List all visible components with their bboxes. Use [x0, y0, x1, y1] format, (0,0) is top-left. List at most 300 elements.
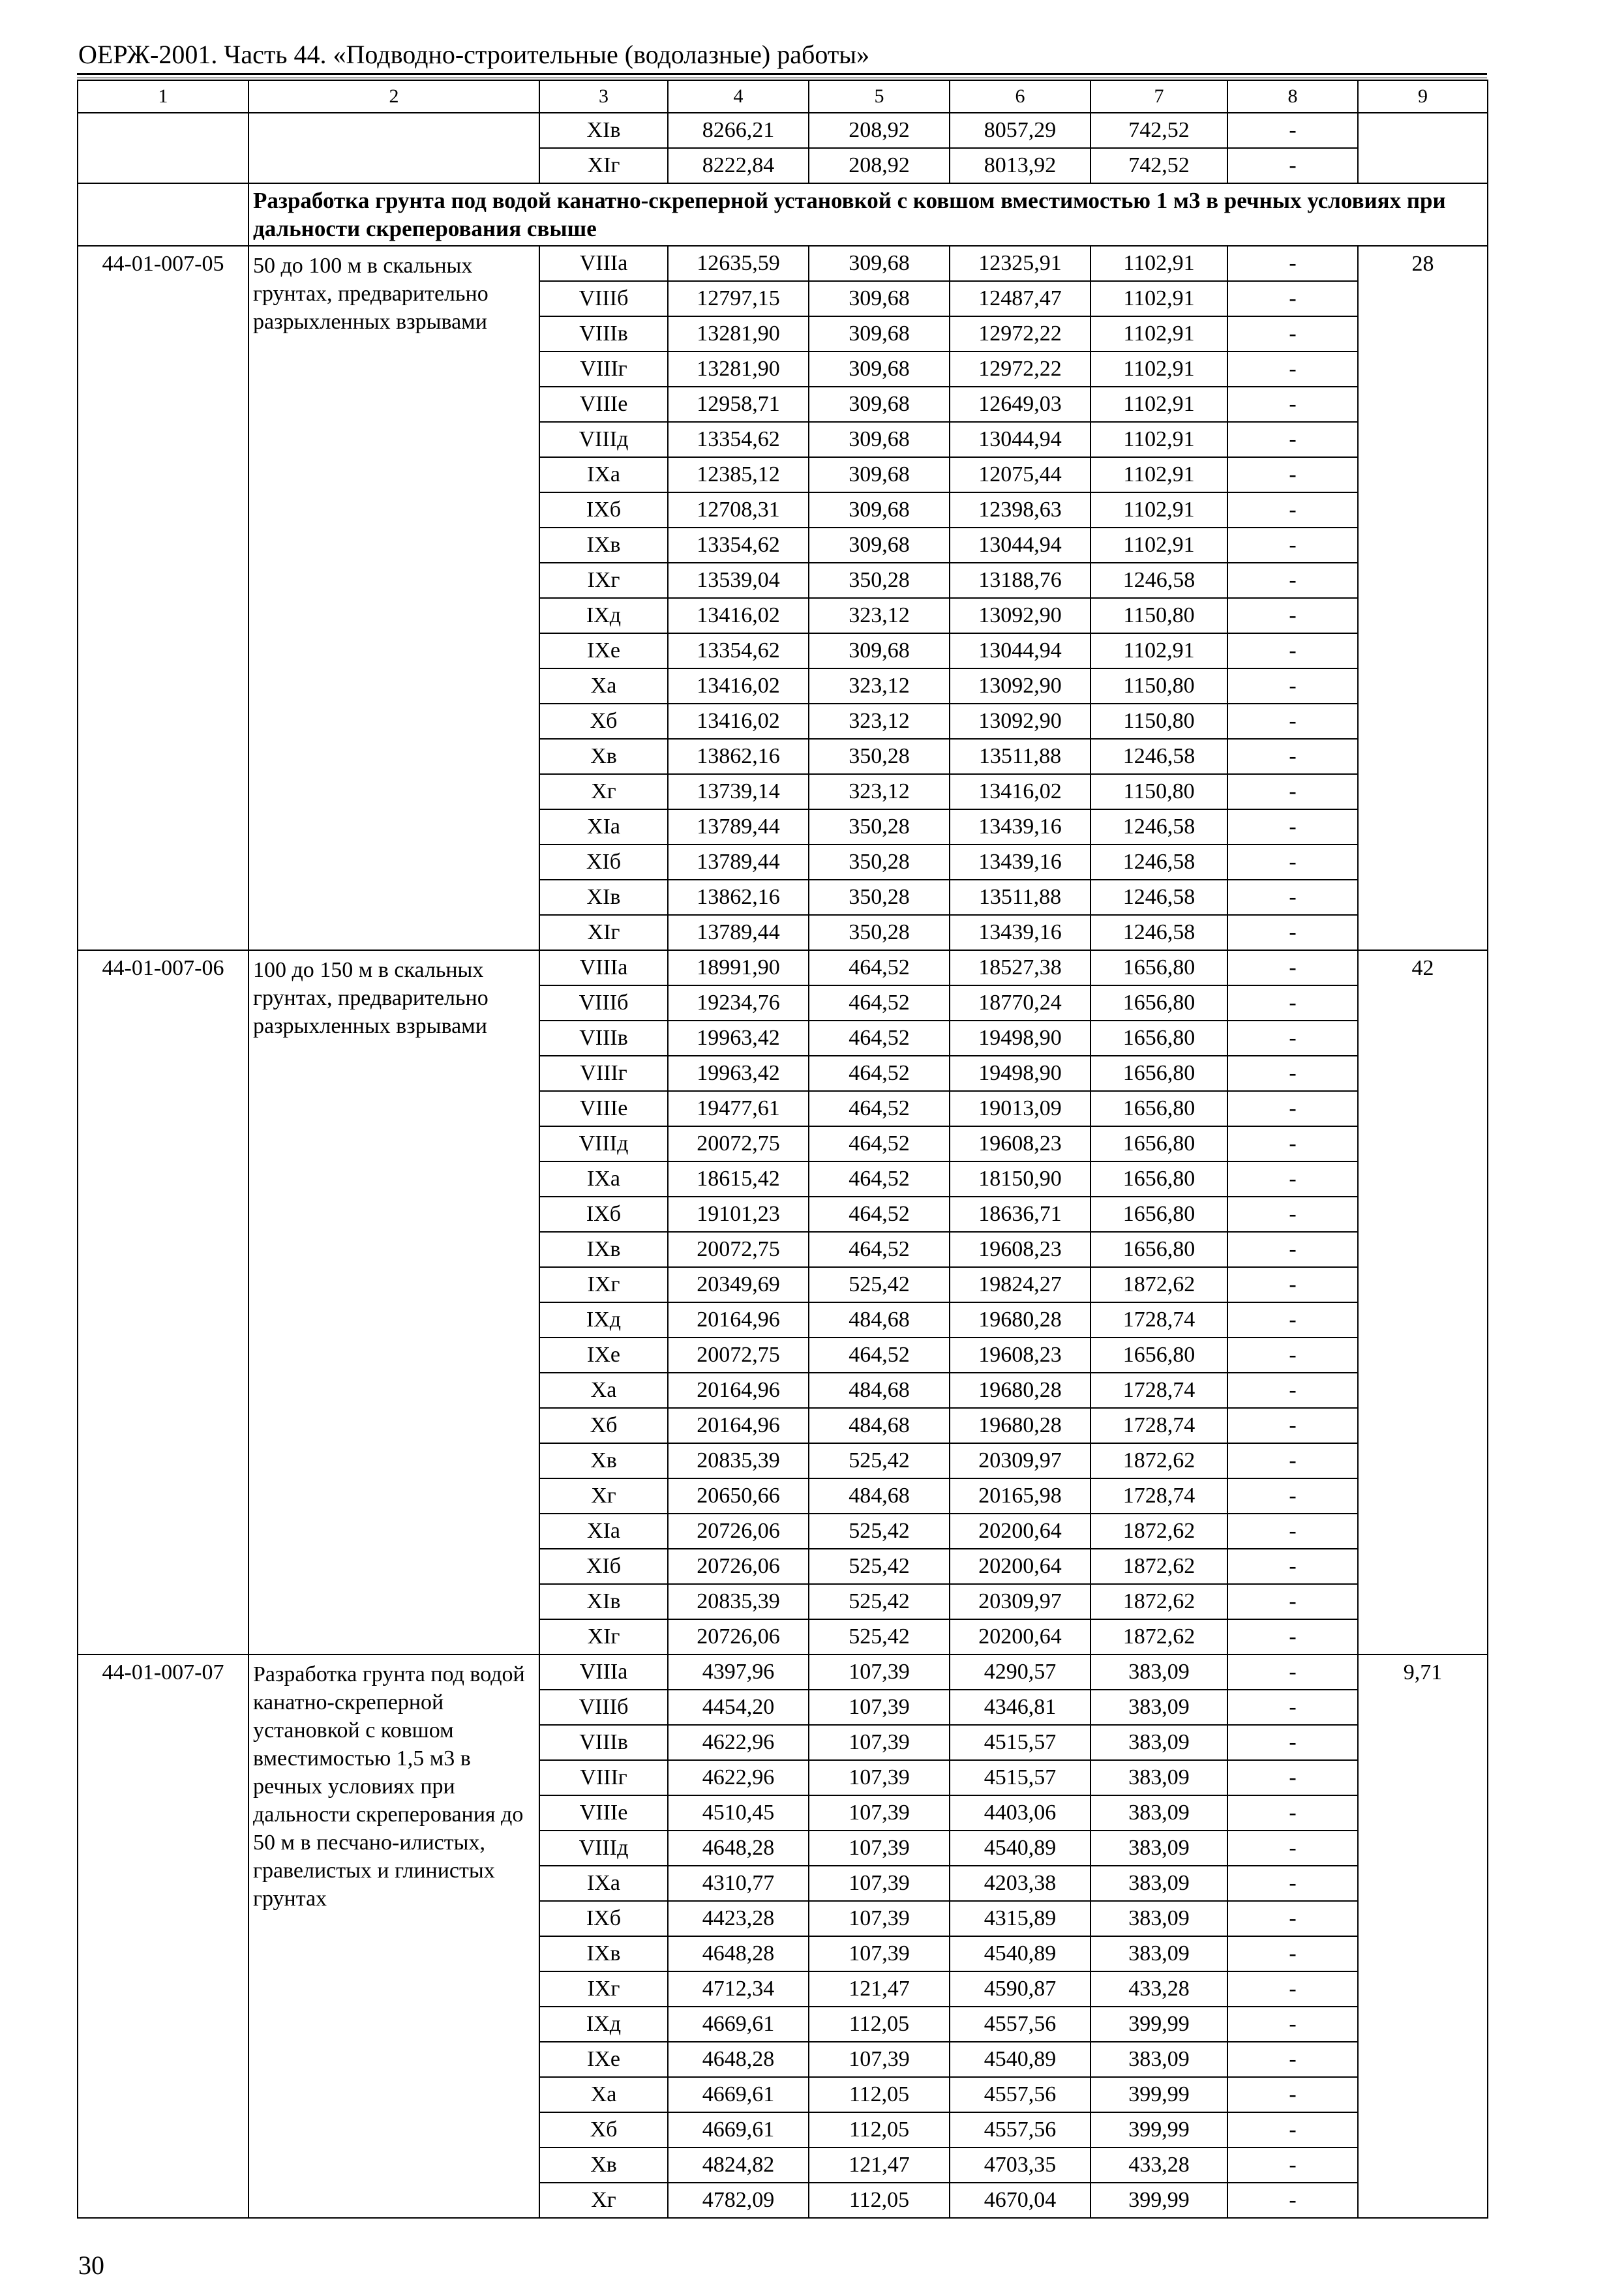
- value-cell: 464,52: [809, 1056, 950, 1091]
- value-cell: -: [1227, 1267, 1358, 1302]
- value-cell: 1728,74: [1090, 1373, 1227, 1408]
- value-cell: IXг: [539, 563, 668, 598]
- value-cell: IXд: [539, 2007, 668, 2042]
- value-cell: 4346,81: [950, 1690, 1090, 1725]
- value-cell: 525,42: [809, 1267, 950, 1302]
- value-cell: 13416,02: [668, 704, 809, 739]
- value-cell: 4203,38: [950, 1866, 1090, 1901]
- value-cell: 107,39: [809, 1866, 950, 1901]
- value-cell: IXб: [539, 1197, 668, 1232]
- value-cell: 13281,90: [668, 352, 809, 387]
- value-cell: 19963,42: [668, 1021, 809, 1056]
- value-cell: -: [1227, 1866, 1358, 1901]
- value-cell: 1102,91: [1090, 281, 1227, 316]
- value-cell: -: [1227, 1795, 1358, 1831]
- value-cell: -: [1227, 1514, 1358, 1549]
- value-cell: 12972,22: [950, 352, 1090, 387]
- value-cell: -: [1227, 316, 1358, 352]
- description-cell: 50 до 100 м в скальных грунтах, предварительно разрыхленных взрывами: [248, 246, 539, 950]
- value-cell: 13188,76: [950, 563, 1090, 598]
- value-cell: -: [1227, 1619, 1358, 1654]
- value-cell: 107,39: [809, 2042, 950, 2077]
- value-cell: 1656,80: [1090, 1126, 1227, 1161]
- value-cell: 121,47: [809, 2147, 950, 2183]
- value-cell: 19680,28: [950, 1373, 1090, 1408]
- value-cell: 13092,90: [950, 704, 1090, 739]
- column-number: 5: [809, 80, 950, 113]
- value-cell: 13862,16: [668, 880, 809, 915]
- value-cell: 13789,44: [668, 915, 809, 950]
- value-cell: 1656,80: [1090, 1197, 1227, 1232]
- value-cell: 18636,71: [950, 1197, 1090, 1232]
- value-cell: 8057,29: [950, 113, 1090, 148]
- value-cell: Xа: [539, 2077, 668, 2112]
- value-cell: 13416,02: [668, 598, 809, 633]
- code-cell: 44-01-007-05: [78, 246, 248, 950]
- value-cell: 1246,58: [1090, 915, 1227, 950]
- value-cell: -: [1227, 387, 1358, 422]
- value-cell: VIIIе: [539, 1091, 668, 1126]
- value-cell: -: [1227, 1408, 1358, 1443]
- value-cell: IXб: [539, 492, 668, 528]
- value-cell: VIIIд: [539, 1831, 668, 1866]
- value-cell: 309,68: [809, 246, 950, 281]
- value-cell: -: [1227, 1443, 1358, 1478]
- value-cell: VIIIг: [539, 1056, 668, 1091]
- value-cell: 4669,61: [668, 2077, 809, 2112]
- value-cell: 350,28: [809, 845, 950, 880]
- col9-cell: 28: [1358, 246, 1488, 950]
- value-cell: 309,68: [809, 316, 950, 352]
- value-cell: -: [1227, 457, 1358, 492]
- value-cell: VIIIд: [539, 1126, 668, 1161]
- value-cell: 1246,58: [1090, 880, 1227, 915]
- value-cell: 112,05: [809, 2183, 950, 2218]
- value-cell: 4648,28: [668, 1936, 809, 1971]
- value-cell: VIIIб: [539, 1690, 668, 1725]
- estimate-table: [77, 80, 1488, 2219]
- value-cell: 4515,57: [950, 1760, 1090, 1795]
- value-cell: 8222,84: [668, 148, 809, 183]
- column-number-row: [78, 80, 1488, 113]
- value-cell: 309,68: [809, 387, 950, 422]
- value-cell: 323,12: [809, 704, 950, 739]
- value-cell: -: [1227, 1936, 1358, 1971]
- value-cell: IXд: [539, 1302, 668, 1338]
- value-cell: 323,12: [809, 668, 950, 704]
- value-cell: -: [1227, 809, 1358, 845]
- value-cell: 19234,76: [668, 985, 809, 1021]
- value-cell: 8266,21: [668, 113, 809, 148]
- value-cell: Xб: [539, 704, 668, 739]
- value-cell: 1728,74: [1090, 1478, 1227, 1514]
- value-cell: -: [1227, 845, 1358, 880]
- value-cell: 19013,09: [950, 1091, 1090, 1126]
- value-cell: IXе: [539, 1338, 668, 1373]
- value-cell: 484,68: [809, 1373, 950, 1408]
- value-cell: 4648,28: [668, 1831, 809, 1866]
- value-cell: 464,52: [809, 1232, 950, 1267]
- value-cell: 4670,04: [950, 2183, 1090, 2218]
- value-cell: 12385,12: [668, 457, 809, 492]
- value-cell: 13044,94: [950, 422, 1090, 457]
- value-cell: IXг: [539, 1971, 668, 2007]
- value-cell: 399,99: [1090, 2007, 1227, 2042]
- value-cell: 112,05: [809, 2007, 950, 2042]
- table-row: [78, 113, 1488, 148]
- value-cell: 13439,16: [950, 915, 1090, 950]
- value-cell: 20164,96: [668, 1408, 809, 1443]
- value-cell: Xг: [539, 1478, 668, 1514]
- value-cell: 12487,47: [950, 281, 1090, 316]
- value-cell: VIIIе: [539, 1795, 668, 1831]
- value-cell: 309,68: [809, 281, 950, 316]
- value-cell: -: [1227, 422, 1358, 457]
- value-cell: 1728,74: [1090, 1408, 1227, 1443]
- value-cell: -: [1227, 985, 1358, 1021]
- description-cell: Разработка грунта под водой канатно-скреперной установкой с ковшом вместимостью 1,5 м3 в речных условиях при дальности скреперования до 50 м в песчано-илистых, гравелистых и глинистых грунтах: [248, 1654, 539, 2218]
- value-cell: -: [1227, 950, 1358, 985]
- description-cell: [248, 113, 539, 183]
- value-cell: 19101,23: [668, 1197, 809, 1232]
- value-cell: 18991,90: [668, 950, 809, 985]
- value-cell: 13092,90: [950, 668, 1090, 704]
- value-cell: 20309,97: [950, 1584, 1090, 1619]
- value-cell: 19680,28: [950, 1408, 1090, 1443]
- code-cell: 44-01-007-06: [78, 950, 248, 1654]
- value-cell: 19608,23: [950, 1126, 1090, 1161]
- value-cell: -: [1227, 2042, 1358, 2077]
- value-cell: 18527,38: [950, 950, 1090, 985]
- value-cell: 4540,89: [950, 1831, 1090, 1866]
- value-cell: VIIIа: [539, 1654, 668, 1690]
- value-cell: -: [1227, 1478, 1358, 1514]
- value-cell: 4315,89: [950, 1901, 1090, 1936]
- value-cell: 484,68: [809, 1302, 950, 1338]
- value-cell: 19824,27: [950, 1267, 1090, 1302]
- value-cell: 4540,89: [950, 1936, 1090, 1971]
- code-cell: [78, 113, 248, 183]
- value-cell: 4510,45: [668, 1795, 809, 1831]
- value-cell: 208,92: [809, 113, 950, 148]
- value-cell: -: [1227, 739, 1358, 774]
- value-cell: 1656,80: [1090, 1021, 1227, 1056]
- value-cell: -: [1227, 915, 1358, 950]
- value-cell: VIIIа: [539, 950, 668, 985]
- value-cell: 1656,80: [1090, 1091, 1227, 1126]
- value-cell: 18615,42: [668, 1161, 809, 1197]
- value-cell: 4403,06: [950, 1795, 1090, 1831]
- value-cell: -: [1227, 281, 1358, 316]
- value-cell: 20835,39: [668, 1584, 809, 1619]
- value-cell: 19498,90: [950, 1021, 1090, 1056]
- value-cell: 525,42: [809, 1514, 950, 1549]
- value-cell: 13354,62: [668, 422, 809, 457]
- value-cell: XIг: [539, 1619, 668, 1654]
- value-cell: 107,39: [809, 1654, 950, 1690]
- value-cell: 20650,66: [668, 1478, 809, 1514]
- value-cell: 12325,91: [950, 246, 1090, 281]
- value-cell: 4782,09: [668, 2183, 809, 2218]
- value-cell: 350,28: [809, 809, 950, 845]
- value-cell: 20200,64: [950, 1549, 1090, 1584]
- value-cell: 1656,80: [1090, 985, 1227, 1021]
- value-cell: 13416,02: [668, 668, 809, 704]
- value-cell: 1872,62: [1090, 1443, 1227, 1478]
- value-cell: 484,68: [809, 1478, 950, 1514]
- value-cell: 433,28: [1090, 2147, 1227, 2183]
- value-cell: 464,52: [809, 985, 950, 1021]
- value-cell: -: [1227, 1091, 1358, 1126]
- col9-cell: 9,71: [1358, 1654, 1488, 2218]
- column-number: 4: [668, 80, 809, 113]
- value-cell: Xв: [539, 739, 668, 774]
- value-cell: VIIIв: [539, 316, 668, 352]
- value-cell: 1728,74: [1090, 1302, 1227, 1338]
- value-cell: VIIIа: [539, 246, 668, 281]
- value-cell: 112,05: [809, 2077, 950, 2112]
- value-cell: 383,09: [1090, 1866, 1227, 1901]
- value-cell: 525,42: [809, 1443, 950, 1478]
- value-cell: 19608,23: [950, 1232, 1090, 1267]
- value-cell: 19477,61: [668, 1091, 809, 1126]
- value-cell: 525,42: [809, 1619, 950, 1654]
- value-cell: 1102,91: [1090, 316, 1227, 352]
- table-row: [78, 950, 1488, 985]
- value-cell: 13044,94: [950, 528, 1090, 563]
- value-cell: 121,47: [809, 1971, 950, 2007]
- value-cell: -: [1227, 492, 1358, 528]
- value-cell: 1150,80: [1090, 774, 1227, 809]
- value-cell: 464,52: [809, 1161, 950, 1197]
- value-cell: 323,12: [809, 598, 950, 633]
- value-cell: 20309,97: [950, 1443, 1090, 1478]
- value-cell: -: [1227, 1056, 1358, 1091]
- value-cell: 8013,92: [950, 148, 1090, 183]
- value-cell: 20072,75: [668, 1232, 809, 1267]
- value-cell: 309,68: [809, 528, 950, 563]
- value-cell: 433,28: [1090, 1971, 1227, 2007]
- value-cell: 1246,58: [1090, 563, 1227, 598]
- value-cell: 4824,82: [668, 2147, 809, 2183]
- value-cell: XIб: [539, 845, 668, 880]
- value-cell: 20164,96: [668, 1302, 809, 1338]
- col9-cell: [1358, 113, 1488, 183]
- page-number: 30: [78, 2251, 104, 2280]
- value-cell: -: [1227, 113, 1358, 148]
- value-cell: -: [1227, 1654, 1358, 1690]
- value-cell: Xв: [539, 2147, 668, 2183]
- value-cell: IXа: [539, 1161, 668, 1197]
- value-cell: 383,09: [1090, 1831, 1227, 1866]
- value-cell: 20165,98: [950, 1478, 1090, 1514]
- value-cell: 1150,80: [1090, 704, 1227, 739]
- value-cell: Xг: [539, 774, 668, 809]
- value-cell: 1872,62: [1090, 1549, 1227, 1584]
- col9-cell: 42: [1358, 950, 1488, 1654]
- value-cell: IXв: [539, 1936, 668, 1971]
- value-cell: 742,52: [1090, 148, 1227, 183]
- value-cell: -: [1227, 1302, 1358, 1338]
- value-cell: 13354,62: [668, 633, 809, 668]
- value-cell: 12635,59: [668, 246, 809, 281]
- value-cell: 13539,04: [668, 563, 809, 598]
- value-cell: 350,28: [809, 915, 950, 950]
- value-cell: -: [1227, 2147, 1358, 2183]
- value-cell: 1150,80: [1090, 668, 1227, 704]
- value-cell: 19608,23: [950, 1338, 1090, 1373]
- value-cell: IXе: [539, 633, 668, 668]
- code-cell: 44-01-007-07: [78, 1654, 248, 2218]
- value-cell: -: [1227, 563, 1358, 598]
- value-cell: 383,09: [1090, 1725, 1227, 1760]
- value-cell: 1656,80: [1090, 1056, 1227, 1091]
- value-cell: 13739,14: [668, 774, 809, 809]
- value-cell: 107,39: [809, 1760, 950, 1795]
- value-cell: Xв: [539, 1443, 668, 1478]
- value-cell: 399,99: [1090, 2183, 1227, 2218]
- value-cell: 1872,62: [1090, 1514, 1227, 1549]
- value-cell: 107,39: [809, 1831, 950, 1866]
- value-cell: 20200,64: [950, 1514, 1090, 1549]
- value-cell: 12797,15: [668, 281, 809, 316]
- value-cell: VIIIг: [539, 1760, 668, 1795]
- value-cell: -: [1227, 704, 1358, 739]
- value-cell: 13416,02: [950, 774, 1090, 809]
- value-cell: 12075,44: [950, 457, 1090, 492]
- column-number: 2: [248, 80, 539, 113]
- value-cell: 1102,91: [1090, 387, 1227, 422]
- value-cell: 350,28: [809, 739, 950, 774]
- value-cell: -: [1227, 880, 1358, 915]
- value-cell: 383,09: [1090, 1901, 1227, 1936]
- value-cell: 13354,62: [668, 528, 809, 563]
- value-cell: 4648,28: [668, 2042, 809, 2077]
- value-cell: 4454,20: [668, 1690, 809, 1725]
- value-cell: XIб: [539, 1549, 668, 1584]
- page-header-title: ОЕРЖ-2001. Часть 44. «Подводно-строительные (водолазные) работы»: [78, 40, 870, 69]
- value-cell: 4622,96: [668, 1760, 809, 1795]
- value-cell: 464,52: [809, 1338, 950, 1373]
- value-cell: 4540,89: [950, 2042, 1090, 2077]
- value-cell: -: [1227, 1338, 1358, 1373]
- value-cell: XIа: [539, 1514, 668, 1549]
- value-cell: -: [1227, 1971, 1358, 2007]
- value-cell: IXа: [539, 457, 668, 492]
- value-cell: 4557,56: [950, 2112, 1090, 2147]
- value-cell: -: [1227, 1831, 1358, 1866]
- value-cell: 383,09: [1090, 1760, 1227, 1795]
- value-cell: -: [1227, 246, 1358, 281]
- value-cell: 13789,44: [668, 845, 809, 880]
- value-cell: 13511,88: [950, 739, 1090, 774]
- value-cell: 742,52: [1090, 113, 1227, 148]
- value-cell: 350,28: [809, 563, 950, 598]
- value-cell: 1102,91: [1090, 352, 1227, 387]
- column-number: 1: [78, 80, 248, 113]
- value-cell: Xа: [539, 668, 668, 704]
- value-cell: 13862,16: [668, 739, 809, 774]
- value-cell: 20200,64: [950, 1619, 1090, 1654]
- value-cell: 107,39: [809, 1725, 950, 1760]
- value-cell: IXв: [539, 528, 668, 563]
- value-cell: 4557,56: [950, 2007, 1090, 2042]
- value-cell: 13281,90: [668, 316, 809, 352]
- value-cell: 4590,87: [950, 1971, 1090, 2007]
- value-cell: 1102,91: [1090, 422, 1227, 457]
- value-cell: 464,52: [809, 1021, 950, 1056]
- value-cell: VIIIг: [539, 352, 668, 387]
- value-cell: IXв: [539, 1232, 668, 1267]
- value-cell: 4557,56: [950, 2077, 1090, 2112]
- value-cell: 1872,62: [1090, 1619, 1227, 1654]
- value-cell: 20835,39: [668, 1443, 809, 1478]
- value-cell: 4622,96: [668, 1725, 809, 1760]
- value-cell: XIг: [539, 915, 668, 950]
- value-cell: -: [1227, 1232, 1358, 1267]
- value-cell: 19963,42: [668, 1056, 809, 1091]
- value-cell: 1246,58: [1090, 809, 1227, 845]
- value-cell: 4290,57: [950, 1654, 1090, 1690]
- value-cell: -: [1227, 1760, 1358, 1795]
- header-rule-thick: [77, 73, 1487, 75]
- value-cell: 383,09: [1090, 1654, 1227, 1690]
- value-cell: 13511,88: [950, 880, 1090, 915]
- column-number: 6: [950, 80, 1090, 113]
- section-row: [78, 183, 1488, 246]
- value-cell: Xб: [539, 1408, 668, 1443]
- value-cell: 1656,80: [1090, 1232, 1227, 1267]
- value-cell: VIIIв: [539, 1725, 668, 1760]
- value-cell: XIг: [539, 148, 668, 183]
- value-cell: 13044,94: [950, 633, 1090, 668]
- value-cell: 309,68: [809, 492, 950, 528]
- value-cell: Xб: [539, 2112, 668, 2147]
- value-cell: -: [1227, 1021, 1358, 1056]
- column-number: 8: [1227, 80, 1358, 113]
- value-cell: 383,09: [1090, 1690, 1227, 1725]
- value-cell: XIа: [539, 809, 668, 845]
- value-cell: 12958,71: [668, 387, 809, 422]
- value-cell: IXд: [539, 598, 668, 633]
- value-cell: 1656,80: [1090, 950, 1227, 985]
- value-cell: -: [1227, 1584, 1358, 1619]
- value-cell: 464,52: [809, 950, 950, 985]
- value-cell: -: [1227, 1373, 1358, 1408]
- value-cell: 1246,58: [1090, 845, 1227, 880]
- value-cell: 4423,28: [668, 1901, 809, 1936]
- value-cell: 525,42: [809, 1549, 950, 1584]
- value-cell: 18770,24: [950, 985, 1090, 1021]
- value-cell: -: [1227, 1197, 1358, 1232]
- value-cell: 4669,61: [668, 2007, 809, 2042]
- value-cell: 1246,58: [1090, 739, 1227, 774]
- value-cell: -: [1227, 148, 1358, 183]
- value-cell: -: [1227, 2112, 1358, 2147]
- value-cell: -: [1227, 774, 1358, 809]
- value-cell: VIIIб: [539, 281, 668, 316]
- value-cell: 309,68: [809, 422, 950, 457]
- value-cell: -: [1227, 1690, 1358, 1725]
- value-cell: IXе: [539, 2042, 668, 2077]
- value-cell: VIIIе: [539, 387, 668, 422]
- value-cell: IXг: [539, 1267, 668, 1302]
- value-cell: -: [1227, 352, 1358, 387]
- value-cell: 309,68: [809, 352, 950, 387]
- value-cell: 208,92: [809, 148, 950, 183]
- value-cell: 112,05: [809, 2112, 950, 2147]
- value-cell: IXб: [539, 1901, 668, 1936]
